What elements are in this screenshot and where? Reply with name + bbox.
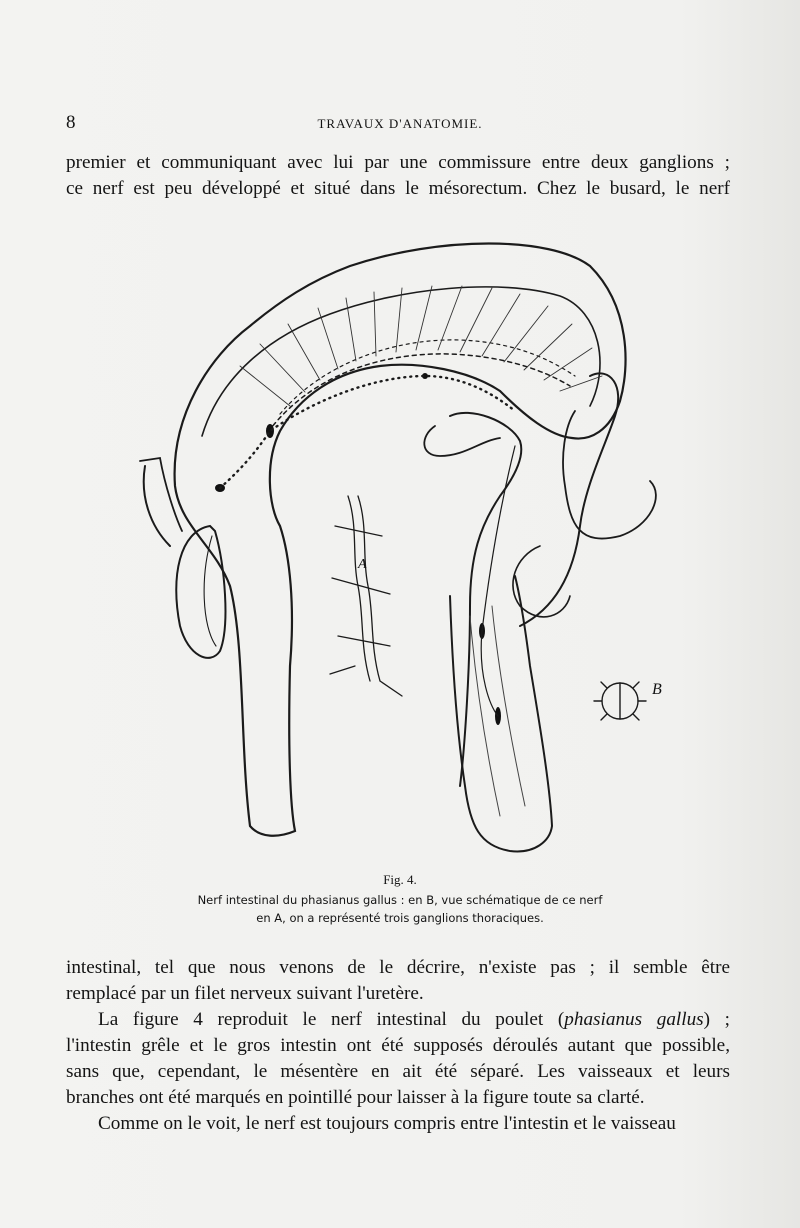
text-line: Comme on le voit, le nerf est toujours compris entre l'intestin et le vaisseau <box>98 1113 676 1134</box>
schematic-b-drawing <box>594 682 646 720</box>
figure-caption-line: en A, on a représenté trois ganglions thoraciques. <box>256 911 544 925</box>
species-name: phasianus gallus <box>564 1009 704 1030</box>
text-line: branches ont été marqués en pointillé pour laisser à la figure toute sa clarté. <box>66 1087 645 1108</box>
paragraph-bottom <box>66 955 730 1137</box>
paragraph-top <box>66 150 730 202</box>
figure-number: Fig. 4. <box>383 872 417 887</box>
cecum-outline <box>176 526 225 658</box>
thoracic-ganglia-drawing <box>330 496 402 696</box>
text-line: intestinal, tel que nous venons de le décrire, n'existe pas ; il semble être <box>66 957 730 978</box>
intestine-loop-outline <box>175 244 626 836</box>
text-line-italic-mix: La figure 4 reproduit le nerf intestinal du poulet (phasianus gallus) ; <box>98 1009 730 1030</box>
running-title: TRAVAUX D'ANATOMIE. <box>317 116 483 131</box>
text-line: premier et communiquant avec lui par une commissure entre deux ganglions ; <box>66 152 730 173</box>
text-line: l'intestin grêle et le gros intestin ont été supposés déroulés autant que possible, <box>66 1035 730 1056</box>
page-number: 8 <box>66 112 76 133</box>
figure-label-b: B <box>652 681 662 698</box>
anatomical-figure <box>120 226 680 866</box>
text-line: remplacé par un filet nerveux suivant l'uretère. <box>66 983 424 1004</box>
figure-label-a: A <box>358 557 367 572</box>
text-line: ce nerf est peu développé et situé dans le mésorectum. Chez le busard, le nerf <box>66 178 730 199</box>
running-head <box>66 112 734 138</box>
figure-caption-line: Nerf intestinal du phasianus gallus : en B, vue schématique de ce nerf <box>197 893 603 907</box>
text-line: sans que, cependant, le mésentère en ait été séparé. Les vaisseaux et leurs <box>66 1061 730 1082</box>
